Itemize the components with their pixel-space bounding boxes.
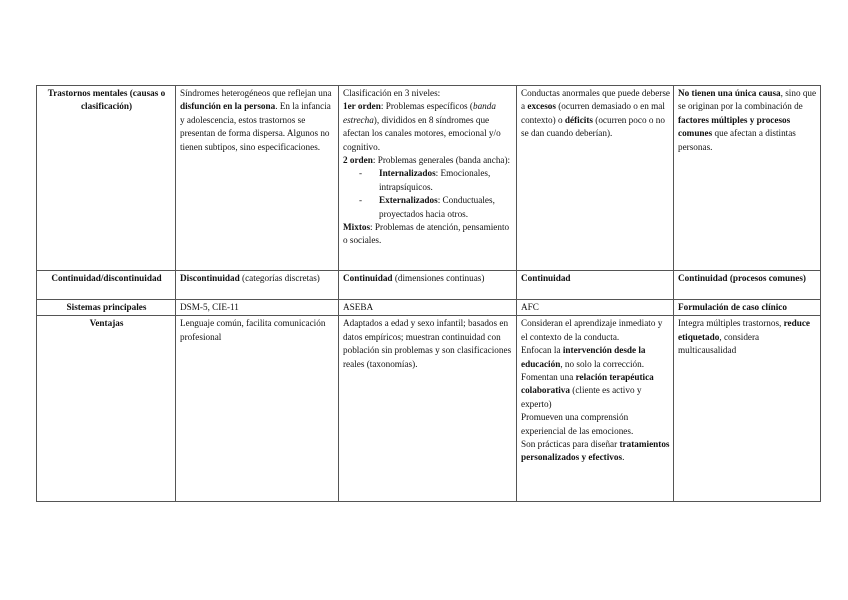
bold-text: Continuidad — [343, 273, 393, 283]
cell-sistemas-col1: DSM-5, CIE-11 — [176, 300, 339, 316]
first-order-text — [343, 100, 513, 154]
cell-ventajas-col4 — [674, 316, 821, 502]
row-trastornos — [37, 86, 821, 271]
cell-continuidad-col1 — [176, 271, 339, 300]
cell-ventajas-col1: Lenguaje común, facilita comunicación profesional — [176, 316, 339, 502]
bold-text: disfunción en la persona — [180, 101, 276, 112]
text: (ocurren poco o no se dan cuando deberían). — [521, 114, 665, 139]
paragraph: Consideran el aprendizaje inmediato y el contexto de la conducta. — [521, 318, 663, 342]
comparison-table — [36, 85, 821, 502]
text: , considera multicausalidad — [678, 331, 760, 356]
text: . En la infancia y adolescencia, estos trastornos se presentan de forma dispersa. Algunos no tienen subtipos, sino especificaciones. — [180, 101, 331, 152]
paragraph — [521, 344, 670, 371]
text: Enfocan la — [521, 345, 563, 356]
bold-text: Discontinuidad — [180, 273, 240, 283]
text: (categorías discretas) — [239, 273, 320, 283]
bold-text: intervención desde la educación — [521, 345, 646, 369]
bold-text: reduce etiquetado — [678, 318, 811, 342]
text: ), divididos en 8 síndromes que afectan los canales motores, emocional y/o cognitivo. — [343, 114, 501, 152]
cell-ventajas-col2: Adaptados a edad y sexo infantil; basados en datos empíricos; muestran continuidad con población sin problemas y son clasificaciones reales (taxonomías). — [339, 316, 517, 502]
header-trastornos: Trastornos mentales (causas o clasificación) — [37, 86, 176, 271]
text: (ocurren demasiado o en mal contexto) o — [521, 101, 665, 125]
cell-sistemas-col2: ASEBA — [339, 300, 517, 316]
row-continuidad — [37, 271, 821, 300]
text: . — [622, 452, 625, 463]
bold-text: Continuidad (procesos comunes) — [678, 273, 806, 283]
cell-trastornos-col2 — [339, 86, 517, 271]
bold-text: déficits — [564, 114, 593, 125]
cell-trastornos-col4 — [674, 86, 821, 271]
cell-continuidad-col4 — [674, 271, 821, 300]
text: : Problemas de atención, pensamiento o sociales. — [343, 222, 510, 246]
bold-text: factores múltiples y procesos comunes — [678, 114, 791, 139]
text: que afectan a distintas personas. — [678, 128, 796, 152]
cell-trastornos-col3 — [517, 86, 674, 271]
bold-text: relación terapéutica colaborativa — [521, 372, 654, 396]
cell-trastornos-col1 — [176, 86, 339, 271]
bold-text: Mixtos — [343, 222, 371, 233]
text: : Emocionales, intrapsíquicos. — [379, 168, 491, 192]
intro-text: Clasificación en 3 niveles: — [343, 88, 441, 98]
text: Integra múltiples trastornos, — [678, 318, 784, 329]
bold-text: excesos — [527, 101, 556, 112]
header-sistemas: Sistemas principales — [37, 300, 176, 316]
text: Fomentan una — [521, 372, 576, 383]
cell-continuidad-col3 — [517, 271, 674, 300]
text: (dimensiones continuas) — [392, 273, 485, 283]
bold-text: Internalizados — [379, 168, 436, 179]
bold-text: 2 orden — [343, 155, 373, 166]
bold-text: Continuidad — [521, 273, 571, 283]
header-continuidad: Continuidad/discontinuidad — [37, 271, 176, 300]
text: , no solo la corrección. — [560, 358, 644, 369]
text: Son prácticas para diseñar — [521, 439, 620, 450]
text: : Problemas específicos ( — [380, 101, 473, 112]
text: : Conductuales, proyectados hacia otros. — [379, 195, 495, 219]
header-ventajas: Ventajas — [37, 316, 176, 502]
bullet-internalizados — [361, 167, 513, 194]
mixtos-text — [343, 221, 513, 248]
row-ventajas — [37, 316, 821, 502]
paragraph — [521, 438, 670, 465]
cell-sistemas-col4: Formulación de caso clínico — [674, 300, 821, 316]
bold-text: No tienen una única causa — [678, 88, 781, 98]
cell-ventajas-col3 — [517, 316, 674, 502]
second-order-text — [343, 154, 513, 167]
paragraph: Promueven una comprensión experiencial de las emociones. — [521, 412, 634, 436]
row-sistemas — [37, 300, 821, 316]
text: (cliente es activo y experto) — [521, 385, 642, 409]
bold-text: 1er orden — [343, 101, 381, 112]
text: , sino que se originan por la combinación de — [678, 88, 817, 112]
text: Conductas anormales que puede deberse a — [521, 88, 670, 112]
paragraph — [521, 371, 670, 411]
text: : Problemas generales (banda ancha): — [372, 155, 511, 166]
cell-continuidad-col2 — [339, 271, 517, 300]
bold-text: Externalizados — [379, 195, 438, 206]
cell-sistemas-col3: AFC — [517, 300, 674, 316]
bold-text: tratamientos personalizados y efectivos — [521, 439, 670, 463]
text: Síndromes heterogéneos que reflejan una — [180, 88, 332, 98]
bullet-externalizados — [361, 194, 513, 221]
italic-text: banda estrecha — [343, 101, 496, 125]
